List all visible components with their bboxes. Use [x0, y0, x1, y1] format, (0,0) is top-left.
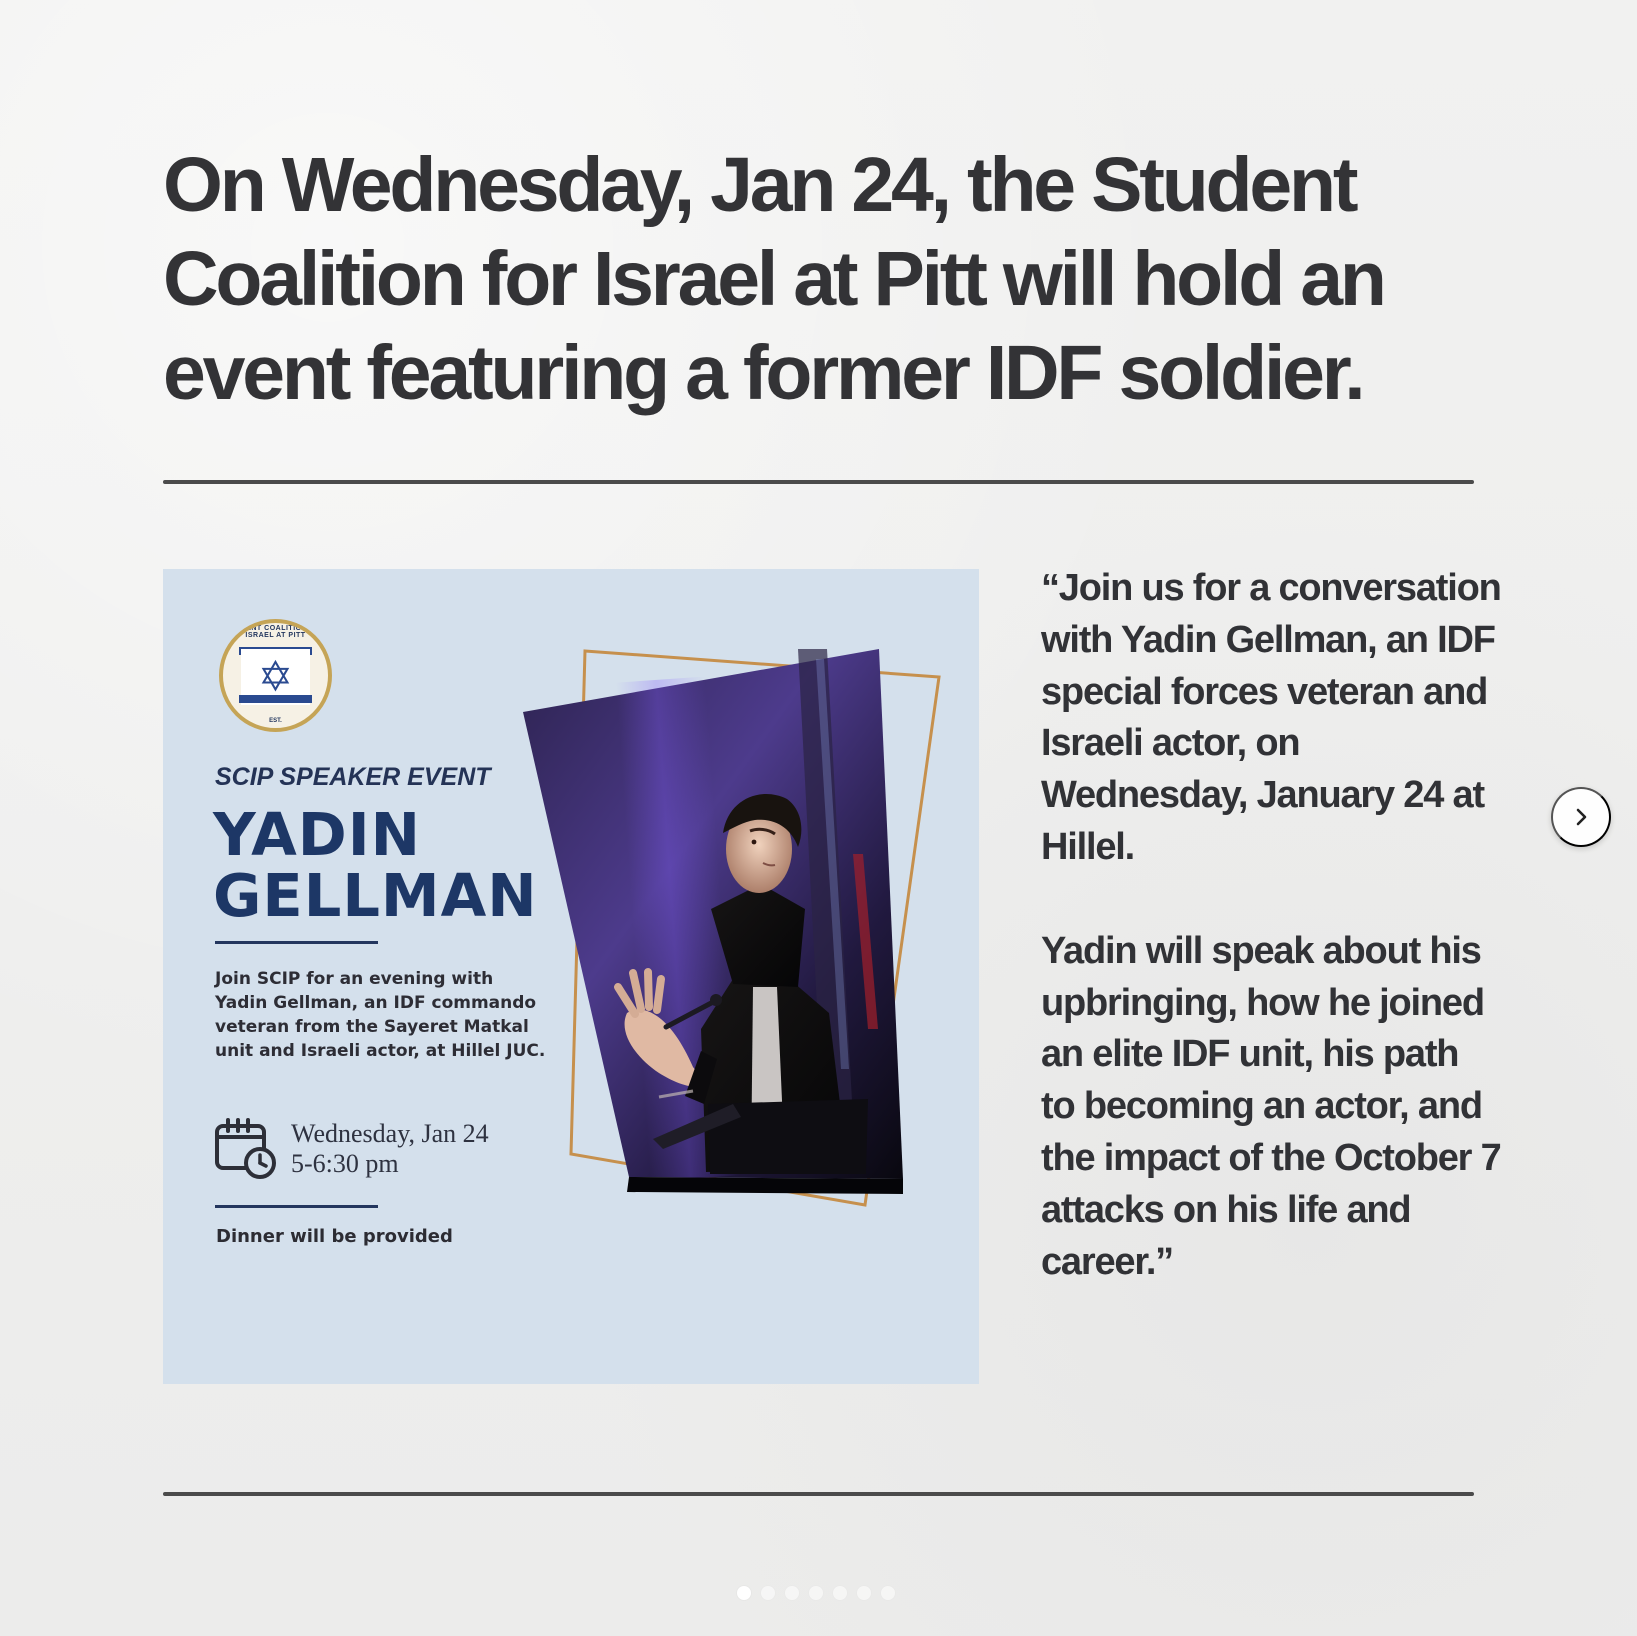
carousel-pagination: [737, 1586, 895, 1600]
quote-text: [1041, 563, 1501, 1288]
pagination-dot-6[interactable]: [857, 1586, 871, 1600]
flyer-kicker: SCIP SPEAKER EVENT: [215, 763, 491, 791]
speaker-name: [213, 800, 538, 930]
pagination-dot-5[interactable]: [833, 1586, 847, 1600]
speaker-last-name: GELLMAN: [213, 861, 538, 930]
page-headline: On Wednesday, Jan 24, the Student Coalition for Israel at Pitt will hold an event featuring a former IDF soldier.: [163, 142, 1384, 416]
speaker-first-name: YADIN: [213, 800, 422, 869]
event-datetime: [291, 1119, 489, 1179]
pagination-dot-7[interactable]: [881, 1586, 895, 1600]
pagination-dot-3[interactable]: [785, 1586, 799, 1600]
event-date: Wednesday, Jan 24: [291, 1119, 489, 1148]
scip-badge-logo: [219, 619, 332, 732]
flyer-description: Join SCIP for an evening with Yadin Gellman, an IDF commando veteran from the Sayeret Matkal unit and Israeli actor, at Hillel JUC.: [215, 969, 546, 1061]
pagination-dot-1[interactable]: [737, 1586, 751, 1600]
badge-ring-text: STUDENT COALITION FOR ISRAEL AT PITT: [225, 625, 326, 639]
pagination-dot-2[interactable]: [761, 1586, 775, 1600]
quote-paragraph-2: Yadin will speak about his upbringing, how he joined an elite IDF unit, his path to becoming an actor, and the impact of the October 7 attacks on his life and career.”: [1041, 929, 1501, 1283]
star-of-david-icon: ✡: [257, 652, 294, 701]
badge-bottom-text: EST.: [269, 718, 282, 724]
pagination-dot-4[interactable]: [809, 1586, 823, 1600]
speaker-photo: [523, 649, 979, 1249]
quote-paragraph-1: “Join us for a conversation with Yadin Gellman, an IDF special forces veteran and Israeli actor, on Wednesday, January 24 at Hillel.: [1041, 567, 1501, 868]
chevron-right-icon: [1569, 805, 1593, 829]
flyer-divider-bottom: [215, 1205, 378, 1208]
event-flyer-image: [163, 569, 979, 1384]
next-slide-button[interactable]: [1551, 787, 1611, 847]
bottom-divider: [163, 1492, 1474, 1496]
dinner-note: Dinner will be provided: [216, 1226, 453, 1247]
flyer-divider-top: [215, 941, 378, 944]
event-time: 5-6:30 pm: [291, 1149, 399, 1178]
top-divider: [163, 480, 1474, 484]
calendar-clock-icon: [214, 1117, 278, 1179]
